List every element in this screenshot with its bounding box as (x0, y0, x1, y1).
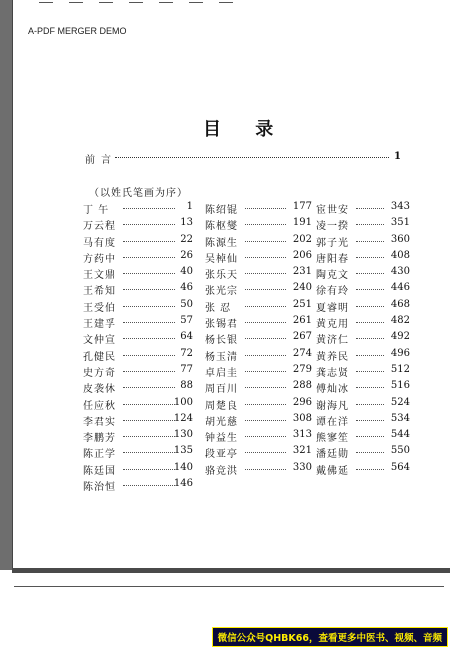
toc-entry (316, 397, 410, 413)
entry-name: 陈绍锟 (205, 205, 238, 216)
leader-dots (123, 257, 175, 258)
leader-dots (123, 436, 175, 437)
toc-entry (205, 413, 312, 429)
next-page-top-rule (14, 586, 444, 587)
toc-entry (316, 315, 410, 331)
entry-page: 550 (390, 445, 410, 457)
toc-entry (316, 445, 410, 461)
toc-entry (205, 348, 312, 364)
entry-name: 夏睿明 (316, 302, 349, 314)
toc-entry (83, 217, 193, 233)
entry-page: 206 (292, 249, 312, 261)
leader-dots (245, 338, 286, 339)
leader-dots (245, 224, 286, 225)
leader-dots (245, 469, 286, 470)
leader-dots (245, 322, 286, 323)
entry-name: 孔健民 (83, 351, 116, 363)
entry-page: 343 (390, 201, 410, 212)
leader-dots (356, 257, 384, 258)
toc-entry (83, 429, 193, 445)
entry-name: 史方奇 (83, 367, 116, 379)
entry-page: 191 (292, 217, 312, 229)
entry-page: 22 (180, 233, 193, 245)
toc-entry (316, 429, 410, 445)
entry-name: 徐有玲 (316, 286, 349, 298)
entry-name: 黄济仁 (316, 335, 349, 347)
leader-dots (356, 420, 384, 421)
entry-name: 丁 午 (83, 205, 110, 216)
entry-name: 陈正学 (83, 449, 116, 461)
entry-name: 谭在洋 (316, 416, 349, 428)
toc-column-3 (316, 201, 410, 478)
entry-name: 张锡君 (205, 319, 238, 331)
pdf-page (12, 0, 450, 568)
leader-dots (123, 208, 175, 209)
entry-name: 张 忍 (205, 302, 232, 314)
toc-entry (205, 282, 312, 298)
entry-page: 77 (180, 363, 193, 375)
entry-page: 564 (390, 461, 410, 473)
leader-dots (245, 420, 286, 421)
leader-dots (356, 404, 384, 405)
entry-page: 251 (292, 298, 312, 310)
entry-name: 黄克用 (316, 319, 349, 331)
leader-dots (123, 452, 175, 453)
toc-entry (316, 201, 410, 217)
toc-entry (316, 380, 410, 396)
entry-page: 534 (390, 412, 410, 424)
leader-dots (356, 355, 384, 356)
entry-page: 321 (292, 445, 312, 457)
toc-entry (205, 250, 312, 266)
toc-entry (205, 201, 312, 217)
entry-name: 熊寥笙 (316, 433, 349, 445)
leader-dots (356, 452, 384, 453)
entry-page: 261 (292, 315, 312, 327)
toc-entry (83, 348, 193, 364)
entry-name: 潘廷勋 (316, 449, 349, 461)
toc-entry (205, 429, 312, 445)
preface-label: 前言 (85, 155, 117, 166)
leader-dots (245, 387, 286, 388)
entry-name: 戴佛延 (316, 465, 349, 477)
toc-ordering-note: （以姓氏笔画为序） (89, 188, 188, 199)
toc-entry (83, 315, 193, 331)
toc-column-2 (205, 201, 312, 478)
toc-entry (205, 234, 312, 250)
entry-page: 430 (390, 266, 410, 278)
toc-entry (316, 348, 410, 364)
entry-name: 李君实 (83, 416, 116, 428)
entry-name: 钟益生 (205, 433, 238, 445)
toc-entry (83, 380, 193, 396)
leader-dots (356, 371, 384, 372)
entry-page: 72 (180, 347, 193, 359)
entry-page: 351 (390, 217, 410, 229)
entry-page: 130 (173, 429, 193, 441)
entry-name: 王建孚 (83, 319, 116, 331)
entry-name: 杨长银 (205, 335, 238, 347)
leader-dots (245, 257, 286, 258)
entry-name: 王文鼎 (83, 270, 116, 282)
entry-page: 267 (292, 331, 312, 343)
toc-entry (83, 201, 193, 217)
entry-page: 288 (292, 380, 312, 392)
toc-entry (205, 315, 312, 331)
entry-name: 文仲宣 (83, 335, 116, 347)
demo-watermark-label: A-PDF MERGER DEMO (28, 26, 127, 36)
entry-page: 140 (173, 461, 193, 473)
entry-page: 492 (390, 331, 410, 343)
leader-dots (123, 306, 175, 307)
entry-page: 512 (390, 363, 410, 375)
leader-dots (245, 436, 286, 437)
toc-entry (83, 413, 193, 429)
entry-name: 胡光慈 (205, 416, 238, 428)
entry-page: 308 (292, 412, 312, 424)
entry-page: 1 (186, 201, 193, 212)
entry-name: 张光宗 (205, 286, 238, 298)
entry-name: 卓启圭 (205, 367, 238, 379)
entry-name: 皮袭休 (83, 384, 116, 396)
toc-entry (316, 266, 410, 282)
entry-page: 330 (292, 461, 312, 473)
toc-entry (205, 462, 312, 478)
toc-entry (316, 217, 410, 233)
entry-page: 524 (390, 396, 410, 408)
leader-dots (356, 469, 384, 470)
toc-entry (316, 234, 410, 250)
entry-page: 64 (180, 331, 193, 343)
toc-entry (83, 250, 193, 266)
toc-entry (83, 234, 193, 250)
entry-name: 黄养民 (316, 351, 349, 363)
entry-name: 陈廷国 (83, 465, 116, 477)
entry-name: 吴棹仙 (205, 253, 238, 265)
page-separator (12, 568, 450, 573)
entry-page: 46 (180, 282, 193, 294)
entry-name: 陈枢燮 (205, 221, 238, 233)
toc-entry (205, 299, 312, 315)
entry-page: 57 (180, 315, 193, 327)
leader-dots (245, 404, 286, 405)
entry-page: 468 (390, 298, 410, 310)
toc-entry (83, 478, 193, 494)
entry-name: 龚志贤 (316, 367, 349, 379)
entry-page: 26 (180, 249, 193, 261)
entry-page: 482 (390, 315, 410, 327)
leader-dots (245, 306, 286, 307)
toc-entry (316, 413, 410, 429)
leader-dots (356, 387, 384, 388)
leader-dots (245, 371, 286, 372)
leader-dots (123, 469, 175, 470)
entry-name: 郭子光 (316, 237, 349, 249)
entry-name: 万云程 (83, 221, 116, 233)
toc-column-1 (83, 201, 193, 494)
entry-page: 296 (292, 396, 312, 408)
leader-dots (356, 322, 384, 323)
entry-page: 50 (180, 298, 193, 310)
entry-page: 231 (292, 266, 312, 278)
entry-page: 360 (390, 233, 410, 245)
entry-name: 周百川 (205, 384, 238, 396)
toc-entry (316, 462, 410, 478)
entry-page: 40 (180, 266, 193, 278)
leader-dots (123, 322, 175, 323)
entry-page: 279 (292, 363, 312, 375)
toc-entry (83, 282, 193, 298)
entry-name: 骆竞洪 (205, 465, 238, 477)
entry-page: 13 (180, 217, 193, 229)
entry-page: 408 (390, 249, 410, 261)
leader-dots (123, 338, 175, 339)
leader-dots (356, 273, 384, 274)
leader-dots (245, 289, 286, 290)
leader-dots (245, 208, 286, 209)
viewer-left-gutter (0, 0, 12, 570)
toc-entry (83, 299, 193, 315)
leader-dots (123, 273, 175, 274)
leader-dots (356, 289, 384, 290)
entry-page: 446 (390, 282, 410, 294)
leader-dots (356, 208, 384, 209)
toc-entry (83, 445, 193, 461)
leader-dots (123, 420, 175, 421)
entry-page: 124 (173, 412, 193, 424)
leader-dots (356, 241, 384, 242)
leader-dots (115, 157, 389, 158)
toc-entry (316, 250, 410, 266)
entry-page: 274 (292, 347, 312, 359)
wechat-banner: 微信公众号QHBK66，查看更多中医书、视频、音频 (212, 627, 448, 647)
entry-name: 方药中 (83, 253, 116, 265)
page-top-dashes (39, 2, 259, 4)
entry-name: 张乐天 (205, 270, 238, 282)
toc-entry (205, 364, 312, 380)
entry-page: 202 (292, 233, 312, 245)
leader-dots (245, 273, 286, 274)
entry-name: 马有度 (83, 237, 116, 249)
entry-name: 谢海凡 (316, 400, 349, 412)
entry-page: 100 (173, 396, 193, 408)
leader-dots (123, 289, 175, 290)
leader-dots (356, 224, 384, 225)
leader-dots (356, 338, 384, 339)
leader-dots (245, 355, 286, 356)
entry-name: 宦世安 (316, 205, 349, 216)
toc-entry (205, 380, 312, 396)
leader-dots (245, 452, 286, 453)
entry-name: 杨玉清 (205, 351, 238, 363)
entry-name: 陈源生 (205, 237, 238, 249)
entry-name: 王希知 (83, 286, 116, 298)
leader-dots (356, 436, 384, 437)
leader-dots (123, 224, 175, 225)
toc-entry (205, 397, 312, 413)
entry-name: 凌一揆 (316, 221, 349, 233)
leader-dots (123, 387, 175, 388)
toc-entry (316, 282, 410, 298)
toc-entry (316, 331, 410, 347)
toc-title: 目 录 (203, 119, 288, 140)
entry-name: 王受伯 (83, 302, 116, 314)
leader-dots (123, 404, 175, 405)
entry-name: 陶克文 (316, 270, 349, 282)
toc-entry (83, 331, 193, 347)
toc-entry (83, 266, 193, 282)
entry-page: 88 (180, 380, 193, 392)
entry-page: 146 (173, 478, 193, 490)
entry-name: 任应秋 (83, 400, 116, 412)
entry-name: 陈治恒 (83, 482, 116, 494)
toc-entry (316, 364, 410, 380)
entry-page: 240 (292, 282, 312, 294)
toc-entry (83, 364, 193, 380)
leader-dots (356, 306, 384, 307)
leader-dots (123, 355, 175, 356)
toc-entry (205, 217, 312, 233)
toc-entry (205, 331, 312, 347)
entry-name: 唐阳春 (316, 253, 349, 265)
entry-page: 177 (292, 201, 312, 212)
entry-page: 496 (390, 347, 410, 359)
entry-name: 李鹏芳 (83, 433, 116, 445)
leader-dots (123, 371, 175, 372)
entry-page: 544 (390, 429, 410, 441)
entry-name: 段亚亭 (205, 449, 238, 461)
entry-page: 135 (173, 445, 193, 457)
leader-dots (245, 241, 286, 242)
toc-entry (316, 299, 410, 315)
toc-entry (83, 462, 193, 478)
toc-entry (205, 445, 312, 461)
entry-page: 516 (390, 380, 410, 392)
entry-name: 周楚良 (205, 400, 238, 412)
toc-entry (205, 266, 312, 282)
toc-entry (83, 397, 193, 413)
entry-name: 傅灿冰 (316, 384, 349, 396)
leader-dots (123, 241, 175, 242)
preface-page: 1 (394, 151, 401, 162)
entry-page: 313 (292, 429, 312, 441)
leader-dots (123, 485, 175, 486)
